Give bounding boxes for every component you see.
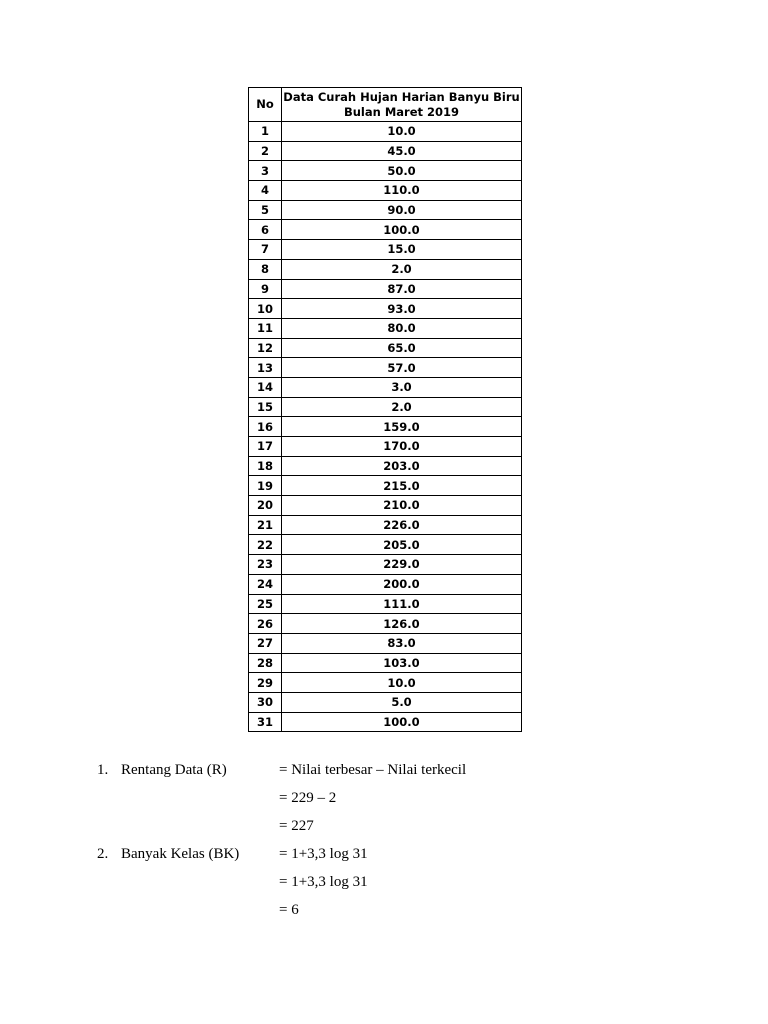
calc-expression: = 1+3,3 log 31 (279, 874, 368, 890)
rainfall-value: 203.0 (282, 456, 522, 476)
table-row (249, 712, 522, 732)
table-row (249, 437, 522, 457)
calc-label: Banyak Kelas (BK) (121, 846, 240, 862)
row-number: 22 (249, 535, 282, 555)
rainfall-table (248, 87, 522, 732)
table-row (249, 161, 522, 181)
table-row (249, 496, 522, 516)
table-body (249, 122, 522, 732)
rainfall-value: 111.0 (282, 594, 522, 614)
row-number: 31 (249, 712, 282, 732)
table-row (249, 614, 522, 634)
row-number: 2 (249, 141, 282, 161)
rainfall-value: 226.0 (282, 515, 522, 535)
calc-expression: = 6 (279, 902, 299, 918)
table-row (249, 220, 522, 240)
table-row (249, 417, 522, 437)
table-row (249, 456, 522, 476)
table-row (249, 673, 522, 693)
row-number: 23 (249, 555, 282, 575)
table-row (249, 692, 522, 712)
table-row (249, 377, 522, 397)
rainfall-value: 3.0 (282, 377, 522, 397)
rainfall-value: 5.0 (282, 692, 522, 712)
table-row (249, 181, 522, 201)
rainfall-value: 200.0 (282, 574, 522, 594)
rainfall-value: 93.0 (282, 299, 522, 319)
row-number: 3 (249, 161, 282, 181)
rainfall-value: 126.0 (282, 614, 522, 634)
row-number: 21 (249, 515, 282, 535)
row-number: 28 (249, 653, 282, 673)
rainfall-value: 45.0 (282, 141, 522, 161)
row-number: 30 (249, 692, 282, 712)
header-data: Data Curah Hujan Harian Banyu Biru Bulan Maret 2019 (282, 88, 522, 122)
rainfall-value: 10.0 (282, 122, 522, 142)
row-number: 6 (249, 220, 282, 240)
rainfall-value: 229.0 (282, 555, 522, 575)
table-row (249, 633, 522, 653)
list-number: 2. (97, 846, 109, 862)
row-number: 5 (249, 200, 282, 220)
table-row (249, 141, 522, 161)
row-number: 14 (249, 377, 282, 397)
rainfall-value: 103.0 (282, 653, 522, 673)
row-number: 10 (249, 299, 282, 319)
rainfall-value: 159.0 (282, 417, 522, 437)
rainfall-value: 57.0 (282, 358, 522, 378)
header-no: No (249, 88, 282, 122)
rainfall-value: 110.0 (282, 181, 522, 201)
row-number: 26 (249, 614, 282, 634)
table-row (249, 653, 522, 673)
rainfall-value: 65.0 (282, 338, 522, 358)
calc-expression: = Nilai terbesar – Nilai terkecil (279, 762, 467, 778)
table-row (249, 259, 522, 279)
list-number: 1. (97, 762, 109, 778)
row-number: 17 (249, 437, 282, 457)
row-number: 8 (249, 259, 282, 279)
rainfall-value: 210.0 (282, 496, 522, 516)
row-number: 12 (249, 338, 282, 358)
table-row (249, 318, 522, 338)
row-number: 29 (249, 673, 282, 693)
rainfall-value: 205.0 (282, 535, 522, 555)
rainfall-value: 2.0 (282, 259, 522, 279)
table-row (249, 515, 522, 535)
rainfall-value: 2.0 (282, 397, 522, 417)
table-row (249, 122, 522, 142)
row-number: 18 (249, 456, 282, 476)
calc-expression: = 229 – 2 (279, 790, 337, 806)
table-row (249, 476, 522, 496)
rainfall-value: 100.0 (282, 712, 522, 732)
calc-label: Rentang Data (R) (121, 762, 227, 778)
rainfall-value: 50.0 (282, 161, 522, 181)
row-number: 4 (249, 181, 282, 201)
row-number: 16 (249, 417, 282, 437)
table-row (249, 555, 522, 575)
table-row (249, 358, 522, 378)
row-number: 7 (249, 240, 282, 260)
table-header-row (249, 88, 522, 122)
row-number: 9 (249, 279, 282, 299)
row-number: 25 (249, 594, 282, 614)
table-row (249, 535, 522, 555)
table-row (249, 594, 522, 614)
rainfall-value: 215.0 (282, 476, 522, 496)
rainfall-value: 15.0 (282, 240, 522, 260)
rainfall-value: 100.0 (282, 220, 522, 240)
table-row (249, 338, 522, 358)
calc-expression: = 227 (279, 818, 314, 834)
row-number: 19 (249, 476, 282, 496)
table-row (249, 279, 522, 299)
calc-expression: = 1+3,3 log 31 (279, 846, 368, 862)
row-number: 1 (249, 122, 282, 142)
row-number: 20 (249, 496, 282, 516)
rainfall-value: 87.0 (282, 279, 522, 299)
table-row (249, 200, 522, 220)
rainfall-value: 80.0 (282, 318, 522, 338)
table-row (249, 299, 522, 319)
row-number: 24 (249, 574, 282, 594)
rainfall-value: 170.0 (282, 437, 522, 457)
row-number: 13 (249, 358, 282, 378)
row-number: 15 (249, 397, 282, 417)
rainfall-value: 83.0 (282, 633, 522, 653)
table-row (249, 397, 522, 417)
rainfall-value: 90.0 (282, 200, 522, 220)
rainfall-value: 10.0 (282, 673, 522, 693)
table-row (249, 574, 522, 594)
row-number: 27 (249, 633, 282, 653)
table-row (249, 240, 522, 260)
row-number: 11 (249, 318, 282, 338)
